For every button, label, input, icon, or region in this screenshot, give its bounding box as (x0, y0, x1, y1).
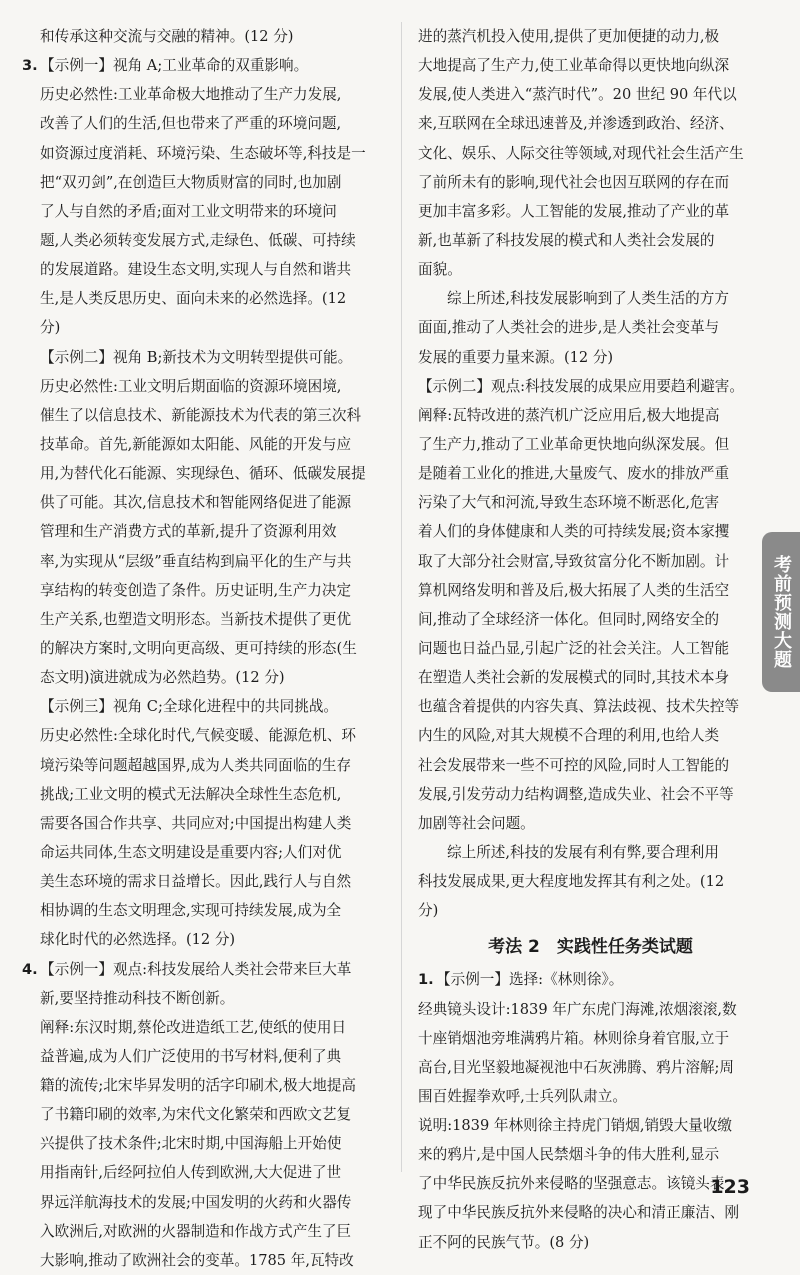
text-line: 了中华民族反抗外来侵略的坚强意志。该镜头表 (418, 1175, 725, 1193)
text-line: 历史必然性:工业文明后期面临的资源环境困境, (40, 377, 342, 395)
text-line: 阐释:东汉时期,蔡伦改进造纸工艺,使纸的使用日 (40, 1018, 347, 1036)
text-line: 面面,推动了人类社会的进步,是人类社会变革与 (418, 319, 720, 337)
item-number: 3. (22, 57, 38, 75)
text-line: 取了大部分社会财富,导致贫富分化不断加剧。计 (418, 552, 730, 570)
text-line: 发展,引发劳动力结构调整,造成失业、社会不平等 (418, 785, 734, 803)
text-line: 在塑造人类社会新的发展模式的同时,其技术本身 (418, 669, 730, 687)
text-line: 现了中华民族反抗外来侵略的决心和清正廉洁、刚 (418, 1204, 740, 1222)
text-line: 把“双刃剑”,在创造巨大物质财富的同时,也加剧 (40, 173, 342, 191)
text-line: 相协调的生态文明理念,实现可持续发展,成为全 (40, 902, 342, 920)
text-line: 大影响,推动了欧洲社会的变革。1785 年,瓦特改 (40, 1251, 354, 1269)
text-line: 改善了人们的生活,但也带来了严重的环境问题, (40, 115, 342, 133)
text-line: 文化、娱乐、人际交往等领域,对现代社会生活产生 (418, 144, 744, 162)
text-line: 更加丰富多彩。人工智能的发展,推动了产业的革 (418, 202, 730, 220)
column-divider (401, 22, 402, 1172)
text-line: 籍的流传;北宋毕昇发明的活字印刷术,极大地提高 (40, 1077, 357, 1095)
text-line: 球化时代的必然选择。(12 分) (40, 931, 236, 949)
text-line: 科技发展成果,更大程度地发挥其有利之处。(12 (418, 873, 725, 891)
text-line: 综上所述,科技发展影响到了人类生活的方方 (447, 290, 729, 308)
text-line: 阐释:瓦特改进的蒸汽机广泛应用后,极大地提高 (418, 406, 720, 424)
text-line: 是随着工业化的推进,大量废气、废水的排放严重 (418, 465, 730, 483)
text-line: 1. 【示例一】选择:《林则徐》。 (418, 965, 763, 994)
text-line: 享结构的转变创造了条件。历史证明,生产力决定 (40, 581, 352, 599)
text-line: 益普遍,成为人们广泛使用的书写材料,便利了典 (40, 1047, 342, 1065)
right-column (418, 22, 763, 1257)
text-line: 来的鸦片,是中国人民禁烟斗争的伟大胜利,显示 (418, 1146, 720, 1164)
text-line: 发展,使人类进入“蒸汽时代”。20 世纪 90 年代以 (418, 86, 737, 104)
item-number: 4. (22, 960, 38, 978)
text-line: 和传承这种交流与交融的精神。(12 分) (40, 28, 294, 45)
text-line: 历史必然性:工业革命极大地推动了生产力发展, (40, 86, 342, 104)
text-line: 内生的风险,对其大规模不合理的利用,也给人类 (418, 727, 720, 745)
text-line: 大地提高了生产力,使工业革命得以更快地向纵深 (418, 57, 730, 75)
text-line: 着人们的身体健康和人类的可持续发展;资本家攫 (418, 523, 730, 541)
text-line: 【示例二】视角 B;新技术为文明转型提供可能。 (40, 348, 353, 366)
text-line: 面貌。 (418, 261, 462, 279)
text-line: 算机网络发明和普及后,极大拓展了人类的生活空 (418, 581, 730, 599)
text-line: 进的蒸汽机投入使用,提供了更加便捷的动力,极 (418, 28, 720, 45)
text-line: 加剧等社会问题。 (418, 814, 535, 832)
text-line: 管理和生产消费方式的革新,提升了资源利用效 (40, 523, 337, 541)
text-line: 的解决方案时,文明向更高级、更可持续的形态(生 (40, 639, 357, 657)
text-line: 了生产力,推动了工业革命更快地向纵深发展。但 (418, 435, 730, 453)
section-heading: 考法 2 实践性任务类试题 (488, 937, 693, 958)
text-line: 生产关系,也塑造文明形态。当新技术提供了更优 (40, 610, 352, 628)
text-line: 新,也革新了科技发展的模式和人类社会发展的 (418, 231, 715, 249)
text-line: 围百姓握拳欢呼,士兵列队肃立。 (418, 1087, 627, 1105)
text-line: 催生了以信息技术、新能源技术为代表的第三次科 (40, 406, 362, 424)
text-line: 说明:1839 年林则徐主持虎门销烟,销毁大量收缴 (418, 1117, 733, 1135)
text-line: 4. 【示例一】观点:科技发展给人类社会带来巨大革 (22, 955, 392, 984)
text-line: 问题也日益凸显,引起广泛的社会关注。人工智能 (418, 639, 730, 657)
text-line: 综上所述,科技的发展有利有弊,要合理利用 (447, 843, 719, 861)
text-line: 的发展道路。建设生态文明,实现人与自然和谐共 (40, 261, 352, 279)
text-line: 需要各国合作共享、共同应对;中国提出构建人类 (40, 814, 352, 832)
text-line: 3. 【示例一】视角 A;工业革命的双重影响。 (22, 51, 392, 80)
text-line: 界远洋航海技术的发展;中国发明的火药和火器传 (40, 1193, 352, 1211)
text-line: 新,要坚持推动科技不断创新。 (40, 989, 235, 1007)
text-line: 高台,目光坚毅地凝视池中石灰沸腾、鸦片溶解;周 (418, 1058, 735, 1076)
text-line: 了前所未有的影响,现代社会也因互联网的存在而 (418, 173, 730, 191)
left-column (22, 22, 392, 1275)
text-line: 用指南针,后经阿拉伯人传到欧洲,大大促进了世 (40, 1164, 342, 1182)
text-line: 用,为替代化石能源、实现绿色、循环、低碳发展提 (40, 465, 366, 483)
text-line: 供了可能。其次,信息技术和智能网络促进了能源 (40, 494, 352, 512)
text-line: 态文明)演进就成为必然趋势。(12 分) (40, 669, 285, 687)
text-line: 分) (418, 902, 439, 920)
text-line: 生,是人类反思历史、面向未来的必然选择。(12 (40, 290, 347, 308)
text-line: 境污染等问题超越国界,成为人类共同面临的生存 (40, 756, 352, 774)
page-number: 123 (710, 1176, 750, 1198)
text-line: 了书籍印刷的效率,为宋代文化繁荣和西欧文艺复 (40, 1106, 352, 1124)
text-line: 正不阿的民族气节。(8 分) (418, 1233, 590, 1251)
text-line: 也蕴含着提供的内容失真、算法歧视、技术失控等 (418, 698, 740, 716)
text-line: 技革命。首先,新能源如太阳能、风能的开发与应 (40, 435, 352, 453)
text-line: 发展的重要力量来源。(12 分) (418, 348, 614, 366)
text-line: 【示例二】观点:科技发展的成果应用要趋利避害。 (418, 377, 744, 395)
text-line: 题,人类必须转变发展方式,走绿色、低碳、可持续 (40, 231, 356, 249)
text-line: 如资源过度消耗、环境污染、生态破坏等,科技是一 (40, 144, 366, 162)
text-line: 兴提供了技术条件;北宋时期,中国海船上开始使 (40, 1135, 342, 1153)
text-line: 命运共同体,生态文明建设是重要内容;人们对优 (40, 843, 342, 861)
text-line: 了人与自然的矛盾;面对工业文明带来的环境问 (40, 202, 337, 220)
text-line: 社会发展带来一些不可控的风险,同时人工智能的 (418, 756, 730, 774)
text-line: 【示例三】视角 C;全球化进程中的共同挑战。 (40, 698, 339, 716)
text-line: 经典镜头设计:1839 年广东虎门海滩,浓烟滚滚,数 (418, 1000, 737, 1018)
text-line: 分) (40, 319, 61, 337)
text-line: 间,推动了全球经济一体化。但同时,网络安全的 (418, 610, 720, 628)
text-line: 来,互联网在全球迅速普及,并渗透到政治、经济、 (418, 115, 734, 133)
text-line: 挑战;工业文明的模式无法解决全球性生态危机, (40, 785, 342, 803)
text-line: 率,为实现从“层级”垂直结构到扁平化的生产与共 (40, 552, 352, 570)
item-number: 1. (418, 971, 434, 989)
text-line: 入欧洲后,对欧洲的火器制造和作战方式产生了巨 (40, 1222, 352, 1240)
text-line: 美生态环境的需求日益增长。因此,践行人与自然 (40, 873, 352, 891)
side-tab-label: 考前预测大题 (762, 532, 800, 692)
text-line: 十座销烟池旁堆满鸦片箱。林则徐身着官服,立于 (418, 1029, 730, 1047)
text-line: 历史必然性:全球化时代,气候变暖、能源危机、环 (40, 727, 357, 745)
text-line: 污染了大气和河流,导致生态环境不断恶化,危害 (418, 494, 720, 512)
